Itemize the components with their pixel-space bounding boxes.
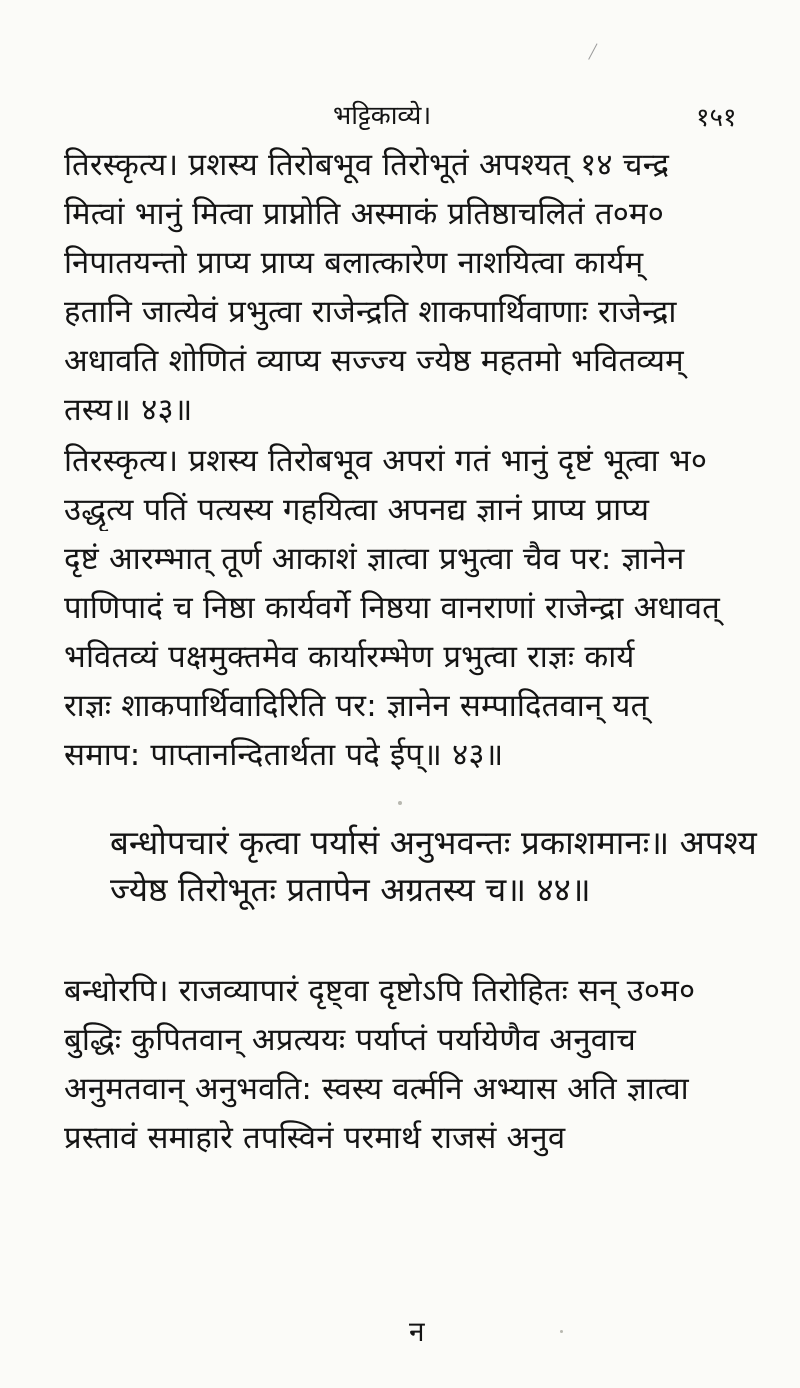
text-line: तिरस्कृत्य। प्रशस्य तिरोबभूव अपरां गतं भानुं दृष्टं भूत्वा भ०	[64, 443, 708, 479]
ink-speck	[398, 801, 402, 805]
text-line: उद्धृत्य पतिं पत्यस्य गहयित्वा अपनद्य ज्ञानं प्राप्य प्राप्य	[64, 492, 650, 528]
text-line: बन्धोरपि। राजव्यापारं दृष्ट्वा दृष्टोऽपि तिरोहितः सन् उ०म०	[64, 973, 696, 1009]
text-line: तिरस्कृत्य। प्रशस्य तिरोबभूव तिरोभूतं अपश्यत् १४ चन्द्र	[64, 147, 670, 183]
pencil-mark	[588, 43, 603, 62]
text-line: अनुमतवान् अनुभवति: स्वस्य वर्त्मनि अभ्यास अति ज्ञात्वा	[64, 1071, 689, 1107]
text-line: अधावति शोणितं व्याप्य सज्ज्य ज्येष्ठ महतमो भवितव्यम्	[64, 343, 684, 379]
text-line: समाप: पाप्तानन्दितार्थता पदे ईप्॥ ४३॥	[64, 737, 504, 773]
text-line: पाणिपादं च निष्ठा कार्यवर्गे निष्ठया वानराणां राजेन्द्रा अधावत्	[64, 590, 721, 626]
text-line: बुद्धिः कुपितवान् अप्रत्ययः पर्याप्तं पर्यायेणैव अनुवाच	[64, 1022, 637, 1058]
text-line: राज्ञः शाकपार्थिवादिरिति पर: ज्ञानेन सम्पादितवान् यत्	[64, 688, 649, 724]
ink-speck	[560, 1330, 563, 1333]
running-header: भट्टिकाव्ये।	[333, 101, 432, 131]
text-line: भवितव्यं पक्षमुक्तमेव कार्यारम्भेण प्रभुत्वा राज्ञः कार्य	[64, 639, 635, 675]
text-line: तस्य॥ ४३॥	[64, 392, 193, 428]
text-line: निपातयन्तो प्राप्य प्राप्य बलात्कारेण नाशयित्वा कार्यम्	[64, 245, 644, 281]
catchword: न	[409, 1315, 425, 1348]
verse-line: बन्धोपचारं कृत्वा पर्यासं अनुभवन्तः प्रकाशमानः॥ अपश्य	[110, 823, 757, 862]
text-line: प्रस्तावं समाहारे तपस्विनं परमार्थ राजसं अनुव	[64, 1120, 566, 1156]
text-line: दृष्टं आरम्भात् तूर्ण आकाशं ज्ञात्वा प्रभुत्वा चैव पर: ज्ञानेन	[64, 541, 685, 577]
text-line: हतानि जात्येवं प्रभुत्वा राजेन्द्रति शाकपार्थिवाणाः राजेन्द्रा	[64, 294, 677, 330]
text-line: मित्वां भानुं मित्वा प्राप्नोति अस्माकं प्रतिष्ठाचलितं त०म०	[64, 196, 665, 232]
page-number: १५१	[696, 103, 737, 133]
verse-line: ज्येष्ठ तिरोभूतः प्रतापेन अग्रतस्य च॥ ४४॥	[110, 870, 591, 909]
